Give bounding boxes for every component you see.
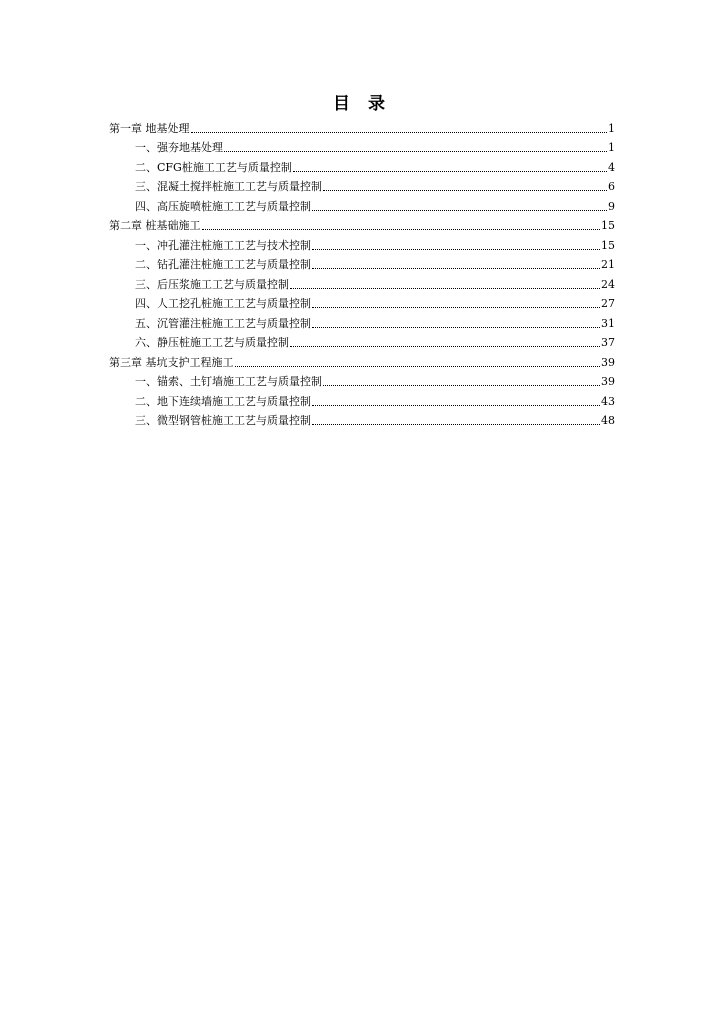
toc-entry-text: 三、后压浆施工工艺与质量控制 (135, 277, 289, 291)
toc-entry-text: 第二章 桩基础施工 (109, 219, 201, 232)
toc-entry-text: 四、高压旋喷桩施工工艺与质量控制 (135, 199, 311, 213)
toc-entry-text: 六、静压桩施工工艺与质量控制 (135, 336, 289, 349)
toc-chapter-entry[interactable] (109, 116, 615, 136)
toc-entry-text: 二、地下连续墙施工工艺与质量控制 (135, 394, 311, 408)
toc-dot-leader (191, 131, 608, 133)
toc-dot-leader (235, 365, 601, 367)
toc-section-entry[interactable] (109, 292, 615, 312)
toc-page-number: 4 (608, 160, 615, 174)
toc-page-number: 1 (608, 121, 615, 135)
toc-dot-leader (202, 228, 601, 230)
toc-page-number: 24 (601, 277, 615, 291)
toc-page-number: 6 (608, 180, 615, 193)
toc-page-number: 37 (601, 336, 615, 349)
toc-dot-leader (312, 423, 600, 425)
toc-chapter-entry[interactable] (109, 214, 615, 234)
toc-dot-leader (323, 189, 607, 191)
toc-page-number: 39 (601, 355, 615, 369)
toc-section-entry[interactable] (109, 272, 615, 292)
toc-section-entry[interactable] (109, 175, 615, 195)
toc-entry-text: 第三章 基坑支护工程施工 (109, 355, 234, 369)
toc-section-entry[interactable] (109, 370, 615, 390)
toc-entry-text: 第一章 地基处理 (109, 121, 190, 135)
toc-entry-text: 三、混凝土搅拌桩施工工艺与质量控制 (135, 180, 322, 193)
toc-dot-leader (224, 150, 607, 152)
toc-section-entry[interactable] (109, 194, 615, 214)
toc-list (109, 116, 615, 428)
toc-section-entry[interactable] (109, 311, 615, 331)
toc-page-number: 48 (601, 414, 615, 427)
toc-dot-leader (293, 170, 607, 172)
toc-page-number: 15 (601, 238, 615, 252)
toc-entry-text: 一、强夯地基处理 (135, 141, 223, 154)
toc-page-number: 27 (601, 297, 615, 310)
toc-entry-text: 二、钻孔灌注桩施工工艺与质量控制 (135, 258, 311, 271)
toc-section-entry[interactable] (109, 136, 615, 156)
toc-dot-leader (290, 345, 600, 347)
toc-section-entry[interactable] (109, 155, 615, 175)
toc-dot-leader (323, 384, 600, 386)
toc-chapter-entry[interactable] (109, 350, 615, 370)
toc-dot-leader (290, 287, 600, 289)
toc-page-number: 43 (601, 394, 615, 408)
toc-entry-text: 五、沉管灌注桩施工工艺与质量控制 (135, 316, 311, 330)
toc-entry-text: 二、CFG桩施工工艺与质量控制 (135, 160, 292, 174)
toc-dot-leader (312, 326, 600, 328)
toc-dot-leader (312, 248, 600, 250)
toc-entry-text: 一、冲孔灌注桩施工工艺与技术控制 (135, 238, 311, 252)
toc-title: 目 录 (333, 94, 391, 114)
toc-section-entry[interactable] (109, 331, 615, 351)
toc-dot-leader (312, 209, 607, 211)
toc-page-number: 15 (601, 219, 615, 232)
toc-section-entry[interactable] (109, 253, 615, 273)
toc-entry-text: 四、人工挖孔桩施工工艺与质量控制 (135, 297, 311, 310)
toc-page-number: 1 (608, 141, 615, 154)
toc-page-number: 39 (601, 375, 615, 388)
toc-section-entry[interactable] (109, 233, 615, 253)
toc-dot-leader (312, 404, 600, 406)
toc-page-number: 31 (601, 316, 615, 330)
toc-section-entry[interactable] (109, 389, 615, 409)
toc-section-entry[interactable] (109, 409, 615, 429)
toc-entry-text: 三、微型钢管桩施工工艺与质量控制 (135, 414, 311, 427)
toc-dot-leader (312, 306, 600, 308)
toc-dot-leader (312, 267, 600, 269)
toc-page-number: 9 (608, 199, 615, 213)
toc-entry-text: 一、锚索、土钉墙施工工艺与质量控制 (135, 375, 322, 388)
toc-page-number: 21 (601, 258, 615, 271)
